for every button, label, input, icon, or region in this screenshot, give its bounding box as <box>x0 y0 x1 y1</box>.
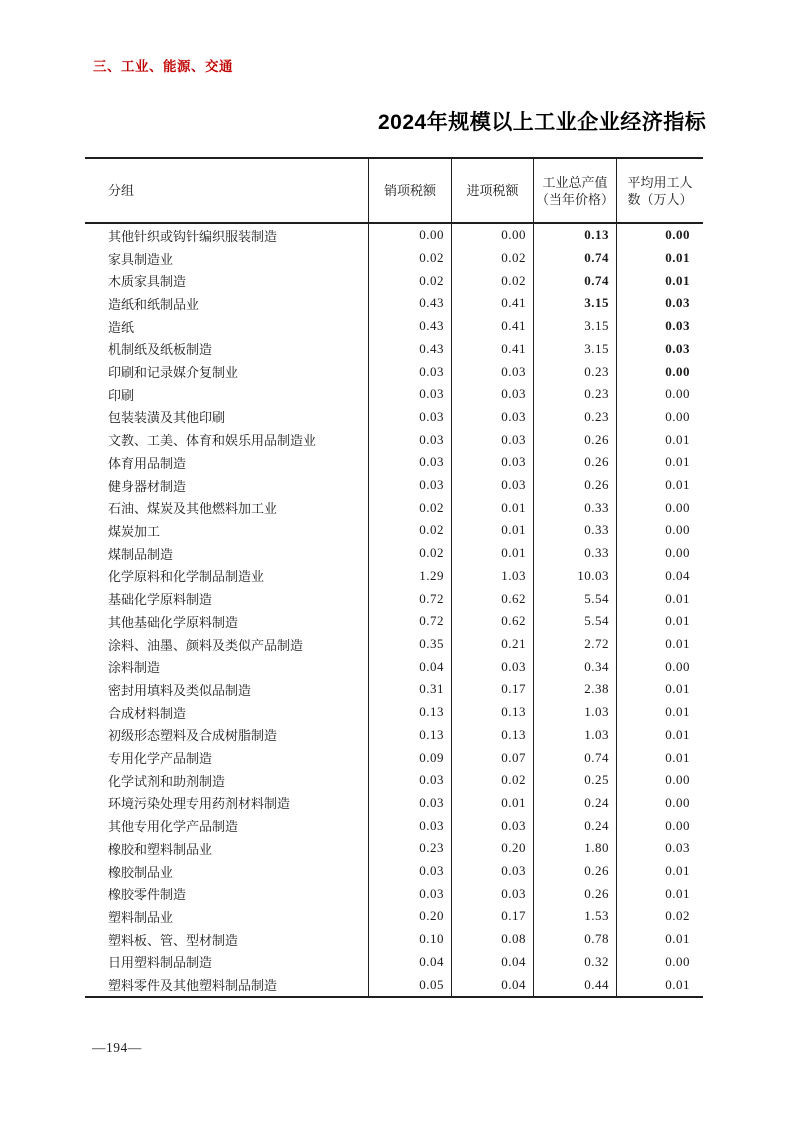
cell-value: 0.41 <box>451 292 533 315</box>
cell-value: 0.13 <box>451 723 533 746</box>
column-header-gross-output-line2: （当年价格） <box>535 191 614 207</box>
cell-value: 0.00 <box>616 814 703 837</box>
cell-value: 0.04 <box>451 951 533 974</box>
cell-value: 0.03 <box>368 383 451 406</box>
cell-value: 0.03 <box>451 860 533 883</box>
column-header-employees <box>616 159 703 222</box>
cell-value: 10.03 <box>533 565 616 588</box>
cell-value: 0.00 <box>616 951 703 974</box>
row-label: 家具制造业 <box>108 251 174 267</box>
section-header: 三、工业、能源、交通 <box>93 59 233 74</box>
row-label: 体育用品制造 <box>108 455 187 471</box>
table-row <box>85 292 703 315</box>
row-label: 其他针织或钩针编织服装制造 <box>108 228 278 244</box>
cell-value: 0.26 <box>533 474 616 497</box>
cell-value: 1.29 <box>368 565 451 588</box>
cell-value: 0.01 <box>616 610 703 633</box>
cell-value: 0.34 <box>533 655 616 678</box>
column-header-employees-line2: 数（万人） <box>627 191 693 207</box>
cell-value: 0.62 <box>451 587 533 610</box>
table-row <box>85 224 703 247</box>
cell-value: 0.03 <box>616 837 703 860</box>
row-label: 涂料制造 <box>108 660 161 676</box>
cell-value: 0.01 <box>451 519 533 542</box>
table-row <box>85 814 703 837</box>
cell-value: 0.00 <box>616 496 703 519</box>
table-body <box>85 224 703 996</box>
cell-value: 1.03 <box>533 701 616 724</box>
cell-value: 0.09 <box>368 746 451 769</box>
table-row <box>85 723 703 746</box>
row-label: 合成材料制造 <box>108 705 187 721</box>
cell-value: 0.41 <box>451 315 533 338</box>
table-row <box>85 882 703 905</box>
cell-value: 0.00 <box>616 792 703 815</box>
cell-value: 0.17 <box>451 905 533 928</box>
cell-value: 0.02 <box>368 269 451 292</box>
cell-value: 0.00 <box>616 406 703 429</box>
row-label: 塑料零件及其他塑料制品制造 <box>108 978 278 994</box>
cell-value: 0.00 <box>616 542 703 565</box>
table-row <box>85 837 703 860</box>
row-label: 化学试剂和助剂制造 <box>108 773 226 789</box>
cell-value: 0.03 <box>368 769 451 792</box>
cell-value: 0.02 <box>451 247 533 270</box>
row-label: 环境污染处理专用药剂材料制造 <box>108 796 291 812</box>
row-label: 文教、工美、体育和娱乐用品制造业 <box>108 433 317 449</box>
table-row <box>85 542 703 565</box>
row-label: 初级形态塑料及合成树脂制造 <box>108 728 278 744</box>
cell-value: 0.00 <box>616 519 703 542</box>
cell-value: 0.25 <box>533 769 616 792</box>
cell-value: 0.03 <box>451 360 533 383</box>
column-header-input-tax: 进项税额 <box>451 159 533 222</box>
cell-value: 0.03 <box>451 383 533 406</box>
table-row <box>85 428 703 451</box>
page-title: 2024年规模以上工业企业经济指标 <box>378 111 707 134</box>
table-row <box>85 633 703 656</box>
cell-value: 0.01 <box>616 428 703 451</box>
row-label: 煤制品制造 <box>108 546 174 562</box>
row-label: 包装装潢及其他印刷 <box>108 410 226 426</box>
cell-value: 0.43 <box>368 338 451 361</box>
table-row <box>85 746 703 769</box>
row-label: 橡胶零件制造 <box>108 887 187 903</box>
cell-value: 0.26 <box>533 860 616 883</box>
cell-value: 0.00 <box>451 224 533 247</box>
cell-value: 0.01 <box>616 882 703 905</box>
cell-value: 0.01 <box>451 496 533 519</box>
cell-value: 0.23 <box>368 837 451 860</box>
table-row <box>85 519 703 542</box>
cell-value: 0.03 <box>451 474 533 497</box>
table-row <box>85 792 703 815</box>
cell-value: 0.03 <box>616 338 703 361</box>
row-label: 造纸 <box>108 319 135 335</box>
cell-value: 0.23 <box>533 406 616 429</box>
cell-value: 0.26 <box>533 882 616 905</box>
cell-value: 0.32 <box>533 951 616 974</box>
cell-value: 0.10 <box>368 928 451 951</box>
cell-value: 3.15 <box>533 292 616 315</box>
cell-value: 3.15 <box>533 338 616 361</box>
cell-value: 0.04 <box>451 973 533 996</box>
cell-value: 0.13 <box>368 723 451 746</box>
cell-value: 0.08 <box>451 928 533 951</box>
cell-value: 0.04 <box>616 565 703 588</box>
cell-value: 0.26 <box>533 428 616 451</box>
cell-value: 0.03 <box>368 814 451 837</box>
cell-value: 0.03 <box>368 428 451 451</box>
cell-value: 0.31 <box>368 678 451 701</box>
cell-value: 0.01 <box>616 723 703 746</box>
cell-value: 0.00 <box>616 769 703 792</box>
cell-value: 0.02 <box>451 769 533 792</box>
row-label: 橡胶制品业 <box>108 864 174 880</box>
cell-value: 0.13 <box>533 224 616 247</box>
table-row <box>85 383 703 406</box>
cell-value: 0.23 <box>533 383 616 406</box>
table-row <box>85 655 703 678</box>
cell-value: 0.01 <box>451 792 533 815</box>
row-label: 塑料板、管、型材制造 <box>108 932 239 948</box>
cell-value: 0.01 <box>616 269 703 292</box>
row-label: 健身器材制造 <box>108 478 187 494</box>
cell-value: 1.80 <box>533 837 616 860</box>
table-row <box>85 496 703 519</box>
cell-value: 0.03 <box>368 882 451 905</box>
cell-value: 0.02 <box>368 496 451 519</box>
cell-value: 0.62 <box>451 610 533 633</box>
cell-value: 0.13 <box>451 701 533 724</box>
cell-value: 0.02 <box>616 905 703 928</box>
cell-value: 2.72 <box>533 633 616 656</box>
cell-value: 0.01 <box>616 633 703 656</box>
cell-value: 0.03 <box>616 292 703 315</box>
column-header-gross-output <box>533 159 616 222</box>
table-row <box>85 928 703 951</box>
cell-value: 0.07 <box>451 746 533 769</box>
cell-value: 0.20 <box>451 837 533 860</box>
table-row <box>85 951 703 974</box>
cell-value: 1.53 <box>533 905 616 928</box>
column-header-employees-line1: 平均用工人 <box>627 174 693 190</box>
table-row <box>85 701 703 724</box>
cell-value: 0.03 <box>368 360 451 383</box>
cell-value: 0.23 <box>533 360 616 383</box>
cell-value: 0.05 <box>368 973 451 996</box>
cell-value: 0.41 <box>451 338 533 361</box>
table-row <box>85 973 703 996</box>
cell-value: 0.03 <box>368 451 451 474</box>
cell-value: 0.03 <box>368 860 451 883</box>
cell-value: 0.00 <box>616 655 703 678</box>
table-row <box>85 247 703 270</box>
cell-value: 1.03 <box>533 723 616 746</box>
cell-value: 0.02 <box>368 519 451 542</box>
cell-value: 0.03 <box>451 406 533 429</box>
table-row <box>85 338 703 361</box>
cell-value: 0.44 <box>533 973 616 996</box>
cell-value: 0.03 <box>368 792 451 815</box>
table-row <box>85 905 703 928</box>
cell-value: 0.74 <box>533 746 616 769</box>
cell-value: 5.54 <box>533 587 616 610</box>
row-label: 煤炭加工 <box>108 523 161 539</box>
cell-value: 0.00 <box>368 224 451 247</box>
column-header-output-tax: 销项税额 <box>368 159 451 222</box>
cell-value: 0.02 <box>368 247 451 270</box>
cell-value: 0.03 <box>368 474 451 497</box>
cell-value: 0.02 <box>451 269 533 292</box>
table-row <box>85 769 703 792</box>
cell-value: 0.72 <box>368 610 451 633</box>
row-label: 造纸和纸制品业 <box>108 296 200 312</box>
cell-value: 0.13 <box>368 701 451 724</box>
row-label: 化学原料和化学制品制造业 <box>108 569 265 585</box>
row-label: 涂料、油墨、颜料及类似产品制造 <box>108 637 304 653</box>
table-row <box>85 451 703 474</box>
cell-value: 0.01 <box>616 928 703 951</box>
cell-value: 0.43 <box>368 292 451 315</box>
row-label: 印刷 <box>108 387 135 403</box>
row-label: 木质家具制造 <box>108 274 187 290</box>
row-label: 其他基础化学原料制造 <box>108 614 239 630</box>
cell-value: 0.01 <box>616 587 703 610</box>
cell-value: 0.01 <box>616 973 703 996</box>
cell-value: 0.24 <box>533 792 616 815</box>
data-table <box>85 157 703 998</box>
cell-value: 0.03 <box>451 814 533 837</box>
cell-value: 0.01 <box>616 678 703 701</box>
cell-value: 0.04 <box>368 951 451 974</box>
cell-value: 0.35 <box>368 633 451 656</box>
cell-value: 0.78 <box>533 928 616 951</box>
cell-value: 0.01 <box>616 474 703 497</box>
table-row <box>85 610 703 633</box>
table-header-row <box>85 159 703 224</box>
cell-value: 0.26 <box>533 451 616 474</box>
cell-value: 0.03 <box>616 315 703 338</box>
table-row <box>85 474 703 497</box>
cell-value: 0.74 <box>533 247 616 270</box>
page-number: —194— <box>92 1040 142 1055</box>
row-label: 基础化学原料制造 <box>108 592 213 608</box>
table-row <box>85 269 703 292</box>
row-label: 石油、煤炭及其他燃料加工业 <box>108 501 278 517</box>
cell-value: 2.38 <box>533 678 616 701</box>
cell-value: 0.01 <box>451 542 533 565</box>
cell-value: 0.03 <box>451 882 533 905</box>
cell-value: 0.03 <box>368 406 451 429</box>
cell-value: 5.54 <box>533 610 616 633</box>
row-label: 橡胶和塑料制品业 <box>108 841 213 857</box>
cell-value: 0.33 <box>533 496 616 519</box>
cell-value: 3.15 <box>533 315 616 338</box>
cell-value: 0.72 <box>368 587 451 610</box>
cell-value: 0.00 <box>616 383 703 406</box>
cell-value: 0.74 <box>533 269 616 292</box>
cell-value: 0.20 <box>368 905 451 928</box>
row-label: 日用塑料制品制造 <box>108 955 213 971</box>
cell-value: 0.01 <box>616 746 703 769</box>
row-label: 机制纸及纸板制造 <box>108 342 213 358</box>
column-header-group: 分组 <box>108 183 135 198</box>
row-label: 密封用填料及类似品制造 <box>108 682 252 698</box>
cell-value: 0.01 <box>616 247 703 270</box>
cell-value: 0.03 <box>451 428 533 451</box>
table-row <box>85 565 703 588</box>
row-label: 专用化学产品制造 <box>108 751 213 767</box>
row-label: 其他专用化学产品制造 <box>108 819 239 835</box>
row-label: 印刷和记录媒介复制业 <box>108 365 239 381</box>
cell-value: 0.03 <box>451 655 533 678</box>
table-row <box>85 315 703 338</box>
column-header-gross-output-line1: 工业总产值 <box>542 174 608 190</box>
cell-value: 0.00 <box>616 360 703 383</box>
table-row <box>85 406 703 429</box>
cell-value: 0.17 <box>451 678 533 701</box>
cell-value: 0.33 <box>533 542 616 565</box>
cell-value: 1.03 <box>451 565 533 588</box>
table-row <box>85 587 703 610</box>
cell-value: 0.21 <box>451 633 533 656</box>
table-row <box>85 678 703 701</box>
table-row <box>85 360 703 383</box>
cell-value: 0.03 <box>451 451 533 474</box>
cell-value: 0.01 <box>616 701 703 724</box>
cell-value: 0.24 <box>533 814 616 837</box>
cell-value: 0.02 <box>368 542 451 565</box>
cell-value: 0.01 <box>616 451 703 474</box>
table-row <box>85 860 703 883</box>
cell-value: 0.04 <box>368 655 451 678</box>
cell-value: 0.01 <box>616 860 703 883</box>
cell-value: 0.43 <box>368 315 451 338</box>
row-label: 塑料制品业 <box>108 909 174 925</box>
cell-value: 0.33 <box>533 519 616 542</box>
cell-value: 0.00 <box>616 224 703 247</box>
